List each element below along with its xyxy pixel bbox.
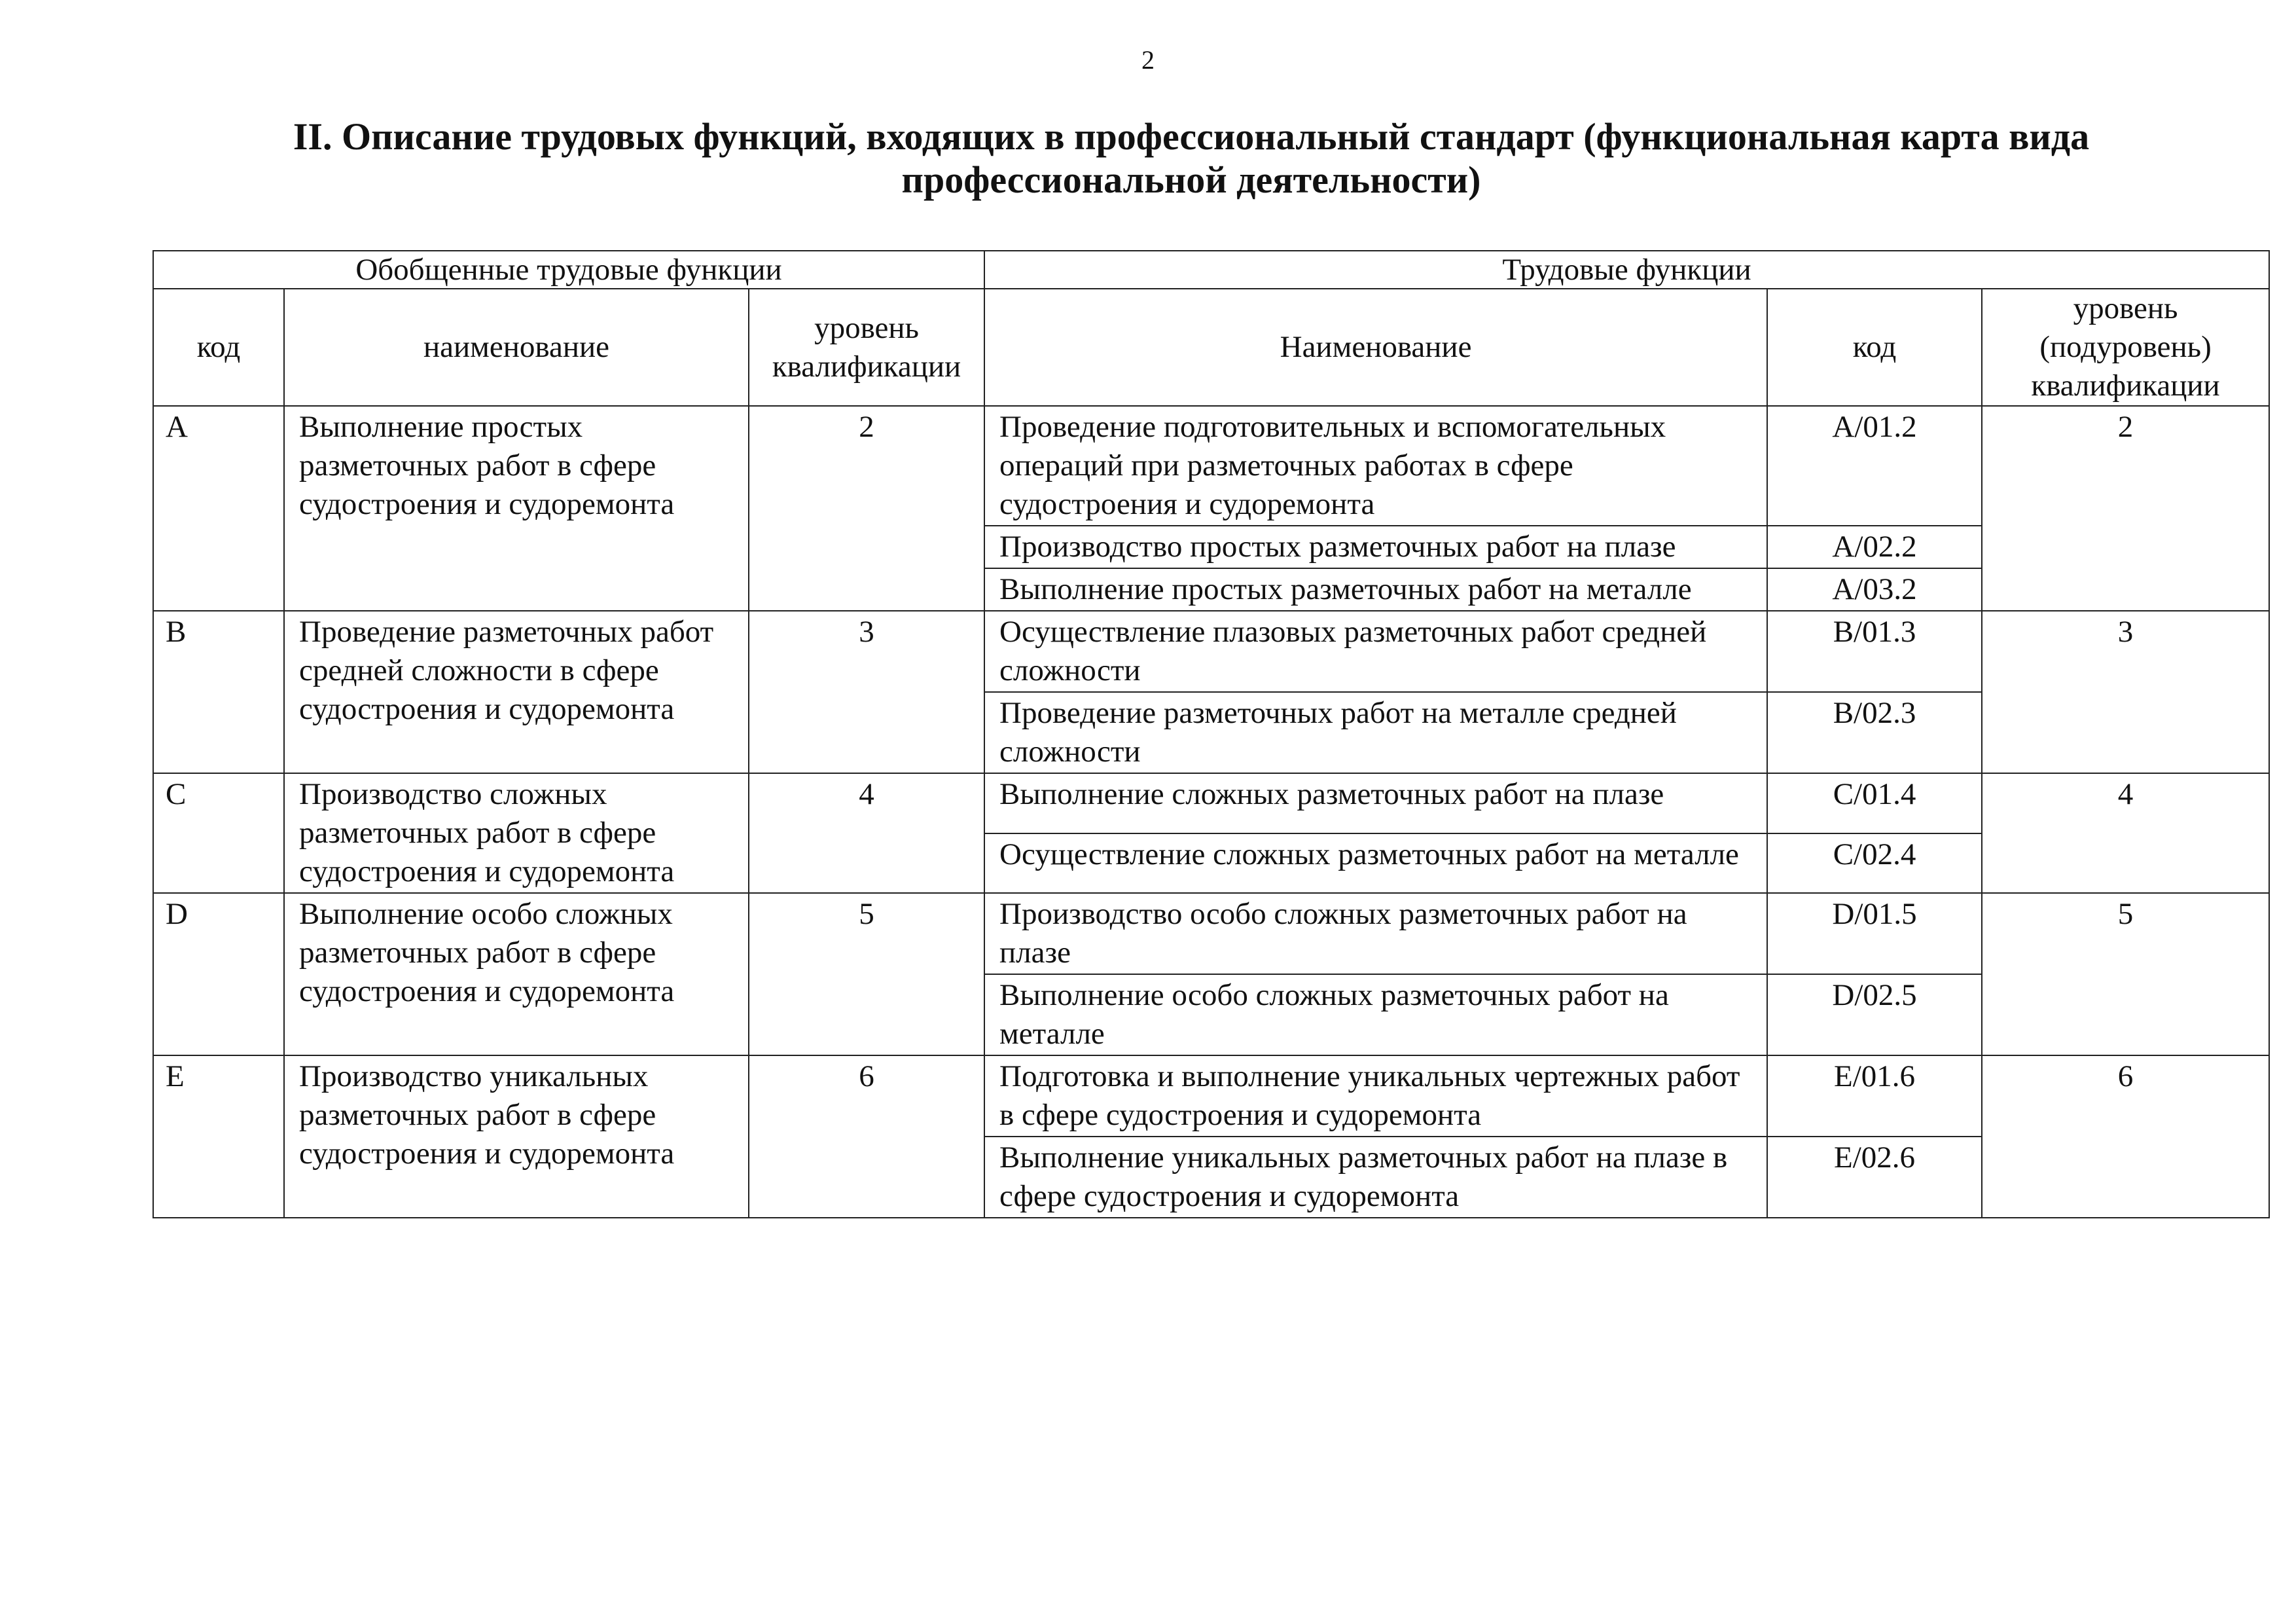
gf-level-cell: 4 (749, 773, 984, 893)
tf-code-cell: C/01.4 (1767, 773, 1982, 833)
table-row (153, 406, 2269, 526)
tf-code-cell: A/02.2 (1767, 526, 1982, 568)
gf-code-cell: B (153, 611, 284, 773)
gf-code-cell: C (153, 773, 284, 893)
tf-code-cell: E/01.6 (1767, 1055, 1982, 1137)
gf-code-header: код (153, 289, 284, 406)
table-row (153, 773, 2269, 833)
table-row (153, 893, 2269, 974)
gf-level-cell: 2 (749, 406, 984, 611)
tf-level-cell: 2 (1982, 406, 2269, 611)
gf-code-cell: D (153, 893, 284, 1055)
tf-code-cell: A/01.2 (1767, 406, 1982, 526)
table-row (153, 1055, 2269, 1137)
gf-code-cell: E (153, 1055, 284, 1218)
gf-level-header: уровень квалификации (749, 289, 984, 406)
tf-name-cell: Осуществление сложных разметочных работ на металле (984, 833, 1767, 894)
tf-code-cell: B/02.3 (1767, 692, 1982, 773)
generalized-functions-header: Обобщенные трудовые функции (153, 251, 984, 289)
tf-level-cell: 5 (1982, 893, 2269, 1055)
tf-name-cell: Проведение подготовительных и вспомогательных операций при разметочных работах в сфере судостроения и судоремонта (984, 406, 1767, 526)
tf-name-cell: Производство простых разметочных работ на плазе (984, 526, 1767, 568)
gf-code-cell: A (153, 406, 284, 611)
tf-level-cell: 4 (1982, 773, 2269, 893)
tf-level-header: уровень (подуровень) квалификации (1982, 289, 2269, 406)
tf-level-cell: 6 (1982, 1055, 2269, 1218)
tf-code-cell: E/02.6 (1767, 1137, 1982, 1218)
tf-name-cell: Выполнение простых разметочных работ на металле (984, 568, 1767, 611)
labor-functions-header: Трудовые функции (984, 251, 2269, 289)
tf-name-cell: Выполнение уникальных разметочных работ на плазе в сфере судостроения и судоремонта (984, 1137, 1767, 1218)
tf-code-cell: D/01.5 (1767, 893, 1982, 974)
page-title-line-2: профессиональной деятельности) (901, 158, 1481, 201)
gf-name-header: наименование (284, 289, 749, 406)
gf-level-cell: 3 (749, 611, 984, 773)
gf-name-cell: Выполнение особо сложных разметочных работ в сфере судостроения и судоремонта (284, 893, 749, 1055)
tf-name-cell: Выполнение особо сложных разметочных работ на металле (984, 974, 1767, 1055)
gf-name-cell: Выполнение простых разметочных работ в сфере судостроения и судоремонта (284, 406, 749, 611)
gf-level-cell: 6 (749, 1055, 984, 1218)
tf-code-cell: C/02.4 (1767, 833, 1982, 894)
tf-name-cell: Выполнение сложных разметочных работ на плазе (984, 773, 1767, 833)
gf-level-cell: 5 (749, 893, 984, 1055)
gf-name-cell: Производство сложных разметочных работ в сфере судостроения и судоремонта (284, 773, 749, 893)
page-number: 2 (1141, 45, 1155, 75)
gf-name-cell: Производство уникальных разметочных работ в сфере судостроения и судоремонта (284, 1055, 749, 1218)
tf-name-cell: Подготовка и выполнение уникальных чертежных работ в сфере судостроения и судоремонта (984, 1055, 1767, 1137)
page-title (249, 115, 2134, 202)
tf-code-cell: D/02.5 (1767, 974, 1982, 1055)
tf-name-cell: Осуществление плазовых разметочных работ средней сложности (984, 611, 1767, 692)
page-title-line-1: II. Описание трудовых функций, входящих в профессиональный стандарт (функциональная карта вида (293, 115, 2090, 158)
tf-code-cell: A/03.2 (1767, 568, 1982, 611)
tf-name-header: Наименование (984, 289, 1767, 406)
tf-name-cell: Проведение разметочных работ на металле средней сложности (984, 692, 1767, 773)
table-row (153, 611, 2269, 692)
tf-code-cell: B/01.3 (1767, 611, 1982, 692)
tf-name-cell: Производство особо сложных разметочных работ на плазе (984, 893, 1767, 974)
gf-name-cell: Проведение разметочных работ средней сложности в сфере судостроения и судоремонта (284, 611, 749, 773)
tf-code-header: код (1767, 289, 1982, 406)
functional-map-table (152, 250, 2270, 1218)
tf-level-cell: 3 (1982, 611, 2269, 773)
